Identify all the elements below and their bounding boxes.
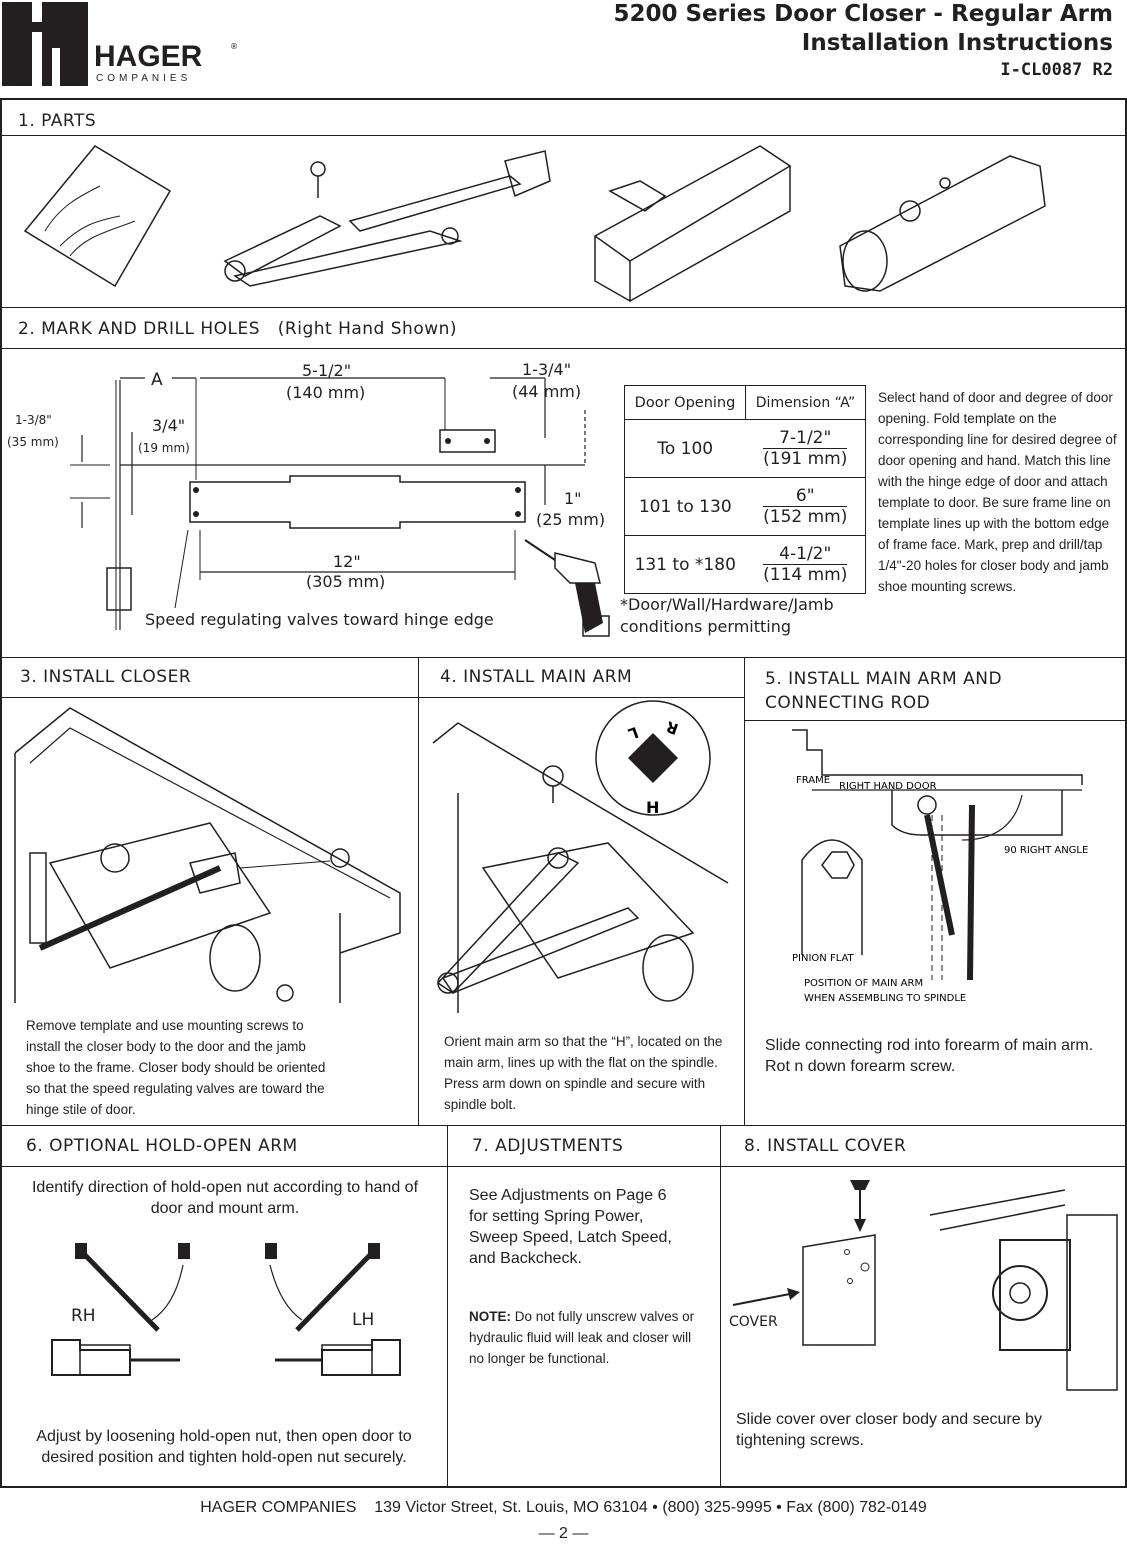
hold-open-text: Adjust by loosening hold-open nut, then open door to desired position and tighten hold-open nut securely. [36,1428,412,1466]
mm-cell: (152 mm) [763,507,848,527]
divider [744,657,745,1125]
mark-drill-title: 2. MARK AND DRILL HOLES [18,319,261,339]
divider [447,1125,448,1487]
pinion-flat-label: PINION FLAT [792,953,854,964]
drill-icon [525,538,605,638]
divider [0,307,1127,308]
section-title-install-rod [765,667,1002,715]
divider [744,720,1127,721]
divider [418,697,744,698]
dim-12: 12" [333,552,361,571]
section-title-install-cover: 8. INSTALL COVER [744,1136,907,1156]
dim-1-3-8-mm: (35 mm) [7,435,59,449]
install-rod-illustration [752,725,1122,1025]
note-label: NOTE: [469,1309,511,1324]
divider [0,1125,1127,1126]
section-title-parts: 1. PARTS [18,111,97,131]
lh-label: LH [352,1310,375,1330]
install-cover-text: Slide cover over closer body and secure by tightening screws. [736,1411,1042,1449]
right-angle-label: 90 RIGHT ANGLE [1004,845,1089,856]
hold-open-illustration [40,1235,440,1405]
rh-label: RH [71,1306,96,1326]
l-label: L [625,722,641,744]
table-row [625,420,866,478]
table-row [625,478,866,536]
dim-3-4-mm: (19 mm) [138,441,190,455]
table-row [625,536,866,594]
divider [418,657,419,1125]
dim-1-3-4-mm: (44 mm) [512,382,582,401]
r-label: R [663,717,681,739]
title-line-1: 5200 Series Door Closer - Regular Arm [613,1,1113,27]
valve-note: Speed regulating valves toward hinge edge [145,610,494,629]
title-line-2: Installation Instructions [801,30,1113,56]
dim-cell: 4-1/2" [763,544,847,565]
hold-open-intro: Identify direction of hold-open nut according to hand of door and mount arm. [31,1179,419,1217]
rod-title-line-2: CONNECTING ROD [765,693,931,713]
dim-3-4: 3/4" [152,416,186,435]
section-title-install-main-arm: 4. INSTALL MAIN ARM [440,667,633,687]
dim-1-mm: (25 mm) [536,510,606,529]
dim-1-3-8: 1-3/8" [15,413,52,427]
opening-cell: 131 to *180 [625,536,746,594]
h-label: H [646,798,660,817]
install-main-arm-illustration [428,703,728,1033]
logo-mark-icon [2,2,92,88]
dim-1-3-4: 1-3/4" [522,360,572,379]
position-line-2: WHEN ASSEMBLING TO SPINDLE [804,993,967,1004]
opening-cell: 101 to 130 [625,478,746,536]
table-footnote: *Door/Wall/Hardware/Jamb conditions permitting [620,595,834,636]
divider [0,697,418,698]
brand-sub: COMPANIES [96,73,192,84]
divider [720,1125,721,1487]
dimension-table [624,385,866,594]
col-header-dimension: Dimension “A” [746,386,866,420]
install-main-arm-text: Orient main arm so that the “H”, located on the main arm, lines up with the flat on the spindle. Press arm down on spindle and secure with spindle bolt. [444,1034,723,1112]
section-title-mark-drill [18,319,457,339]
frame-label: FRAME [796,775,831,786]
right-hand-door-label: RIGHT HAND DOOR [839,781,937,792]
dim-cell: 6" [763,486,847,507]
position-line-1: POSITION OF MAIN ARM [804,978,924,989]
col-header-opening: Door Opening [625,386,746,420]
footer-address [0,1499,1127,1517]
install-closer-illustration [10,703,410,1013]
mark-drill-subtitle: (Right Hand Shown) [277,319,458,339]
install-closer-text: Remove template and use mounting screws to install the closer body to the door and the jamb shoe to the frame. Closer body should be oriented so that the speed regulating valves are toward the hinge stile of door. [26,1018,326,1117]
opening-cell: To 100 [625,420,746,478]
dim-a: A [151,370,163,390]
page-title [613,0,1113,58]
divider [0,1486,1127,1488]
adjustments-text: See Adjustments on Page 6 for setting Spring Power, Sweep Speed, Latch Speed, and Backcheck. [469,1187,672,1267]
install-rod-text: Slide connecting rod into forearm of main arm. Rot n down forearm screw. [765,1037,1094,1075]
dim-1: 1" [564,489,582,508]
parts-illustration [0,136,1120,306]
mm-cell: (191 mm) [763,449,848,469]
divider [0,1166,1127,1167]
section-title-adjustments: 7. ADJUSTMENTS [472,1136,624,1156]
brand-name: HAGER [94,40,203,73]
dim-5-1-2-mm: (140 mm) [286,383,366,402]
footer-company: HAGER COMPANIES [200,1499,357,1516]
mm-cell: (114 mm) [763,565,848,585]
rod-title-line-1: 5. INSTALL MAIN ARM AND [765,669,1003,689]
install-cover-illustration [725,1175,1115,1375]
page-number: — 2 — [538,1525,589,1542]
footer-contact: 139 Victor Street, St. Louis, MO 63104 • (800) 325-9995 • Fax (800) 782-0149 [374,1499,927,1516]
adjustments-note [469,1306,709,1369]
dim-12-mm: (305 mm) [306,572,386,591]
divider [0,98,1127,100]
divider [0,348,1127,349]
divider [0,657,1127,658]
section-title-install-closer: 3. INSTALL CLOSER [20,667,192,687]
dim-cell: 7-1/2" [763,428,847,449]
section-title-hold-open: 6. OPTIONAL HOLD-OPEN ARM [26,1136,298,1156]
mark-drill-instructions: Select hand of door and degree of door opening. Fold template on the corresponding line for desired degree of door opening and hand. Match this line with the hinge edge of door and attach template to door. Be sure frame line on template lines up with the bottom edge of frame face. Mark, prep and drill/tap 1/4"-20 holes for closer body and jamb shoe mounting screws. [878,390,1117,594]
registered-mark: ® [230,42,238,51]
doc-code: I-CL0087 R2 [1000,60,1113,80]
note-text: Do not fully unscrew valves or hydraulic fluid will leak and closer will no longer be functional. [469,1309,695,1366]
dim-5-1-2: 5-1/2" [302,361,352,380]
cover-label: COVER [729,1314,778,1330]
